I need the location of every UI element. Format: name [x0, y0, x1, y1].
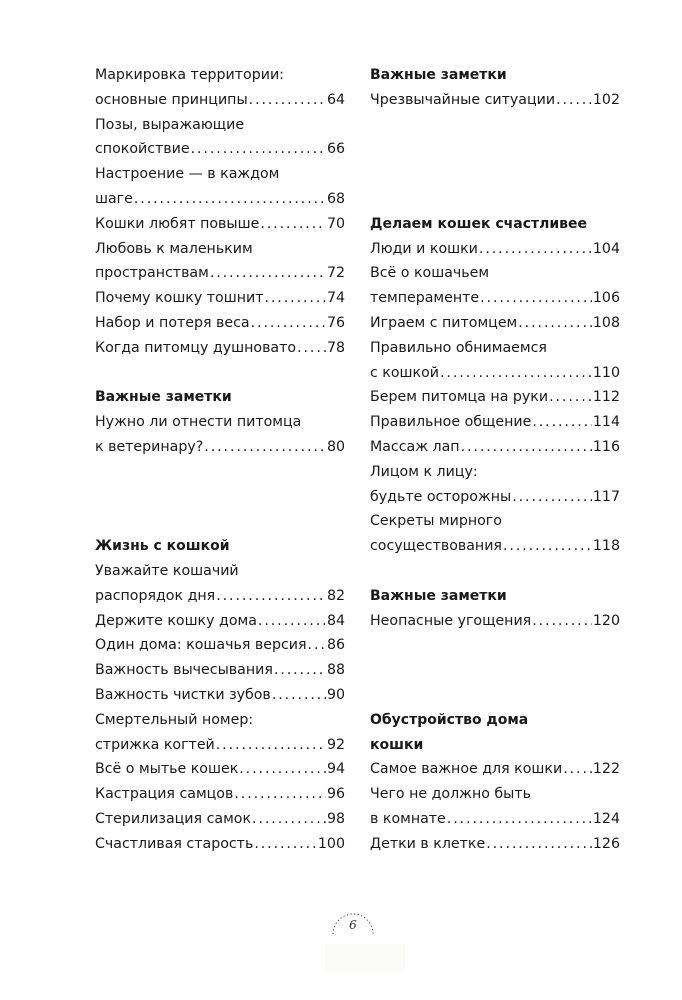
toc-entry-page-number: 90 — [326, 686, 345, 703]
toc-entry-line — [95, 237, 345, 262]
dot-leader — [252, 807, 326, 832]
dot-leader — [440, 361, 592, 386]
toc-entry-page-number: 112 — [592, 389, 620, 406]
section-spacer — [370, 187, 620, 212]
toc-entry-line — [95, 708, 345, 733]
toc-entry-title: будьте осторожны — [370, 488, 512, 505]
toc-entry-title: Почему кошку тошнит — [95, 290, 264, 307]
toc-entry-page-number: 126 — [592, 835, 620, 852]
toc-entry-title: Правильное общение — [370, 414, 532, 431]
toc-entry-title: темпераменте — [370, 290, 480, 307]
section-spacer — [370, 633, 620, 658]
toc-entry — [370, 609, 620, 634]
dot-leader — [549, 385, 592, 410]
toc-entry — [95, 584, 345, 609]
toc-entry-page-number: 66 — [326, 141, 345, 158]
section-heading — [95, 534, 345, 559]
toc-entry — [370, 361, 620, 386]
toc-entry-page-number: 74 — [326, 290, 345, 307]
section-heading-text: Обустройство дома — [370, 711, 529, 728]
page-footer-shade — [325, 944, 405, 972]
toc-entry-page-number: 106 — [592, 290, 620, 307]
dot-leader — [258, 609, 326, 634]
toc-entry — [95, 261, 345, 286]
toc-entry-page-number: 86 — [326, 637, 345, 654]
toc-entry-page-number: 117 — [592, 488, 620, 505]
toc-entry-title: Люди и кошки — [370, 240, 478, 257]
toc-entry — [370, 311, 620, 336]
section-heading — [370, 584, 620, 609]
toc-entry-text: Нужно ли отнести питомца — [95, 414, 302, 431]
dot-leader — [210, 261, 326, 286]
dot-leader — [297, 336, 326, 361]
section-spacer — [370, 683, 620, 708]
toc-entry — [95, 807, 345, 832]
dot-leader — [518, 311, 592, 336]
section-heading — [370, 733, 620, 758]
section-spacer — [95, 460, 345, 485]
toc-entry-text: Чего не должно быть — [370, 786, 531, 803]
toc-entry-page-number: 96 — [326, 786, 345, 803]
toc-entry-title: Неопасные угощения — [370, 612, 532, 629]
toc-entry — [95, 336, 345, 361]
dot-leader — [254, 832, 317, 857]
toc-entry-title: Важность вычесывания — [95, 662, 273, 679]
toc-entry-line — [95, 63, 345, 88]
section-heading-text: Важные заметки — [370, 587, 507, 604]
toc-entry-title: Набор и потеря веса — [95, 314, 250, 331]
toc-entry-title: пространствам — [95, 265, 209, 282]
toc-entry-title: Играем с питомцем — [370, 314, 518, 331]
toc-entry-title: шаге — [95, 190, 133, 207]
toc-entry — [95, 757, 345, 782]
toc-entry-title: Детки в клетке — [370, 835, 486, 852]
page-number: 6 — [349, 918, 357, 932]
toc-entry-page-number: 76 — [326, 314, 345, 331]
section-spacer — [95, 485, 345, 510]
dot-leader — [274, 658, 326, 683]
toc-entry-page-number: 94 — [326, 761, 345, 778]
toc-entry-page-number: 104 — [592, 240, 620, 257]
toc-entry-page-number: 64 — [326, 91, 345, 108]
toc-entry-page-number: 100 — [317, 835, 345, 852]
section-spacer — [370, 162, 620, 187]
toc-entry-line — [370, 460, 620, 485]
toc-entry-text: Всё о кошачьем — [370, 265, 490, 282]
dot-leader — [480, 286, 592, 311]
section-spacer — [95, 509, 345, 534]
toc-entry — [370, 385, 620, 410]
toc-entry-text: Секреты мирного — [370, 513, 502, 530]
toc-entry — [95, 609, 345, 634]
toc-entry-page-number: 120 — [592, 612, 620, 629]
dot-leader — [239, 757, 326, 782]
toc-entry-line — [370, 336, 620, 361]
dot-leader — [216, 584, 326, 609]
dot-leader — [503, 534, 592, 559]
section-heading-text: Жизнь с кошкой — [95, 538, 230, 555]
toc-entry-page-number: 70 — [326, 215, 345, 232]
toc-entry-title: основные принципы — [95, 91, 248, 108]
toc-entry-line — [95, 559, 345, 584]
section-heading — [370, 212, 620, 237]
toc-entry-page-number: 84 — [326, 612, 345, 629]
toc-entry-page-number: 82 — [326, 587, 345, 604]
toc-entry — [370, 410, 620, 435]
dot-leader — [134, 187, 326, 212]
dot-leader — [486, 832, 592, 857]
section-heading — [370, 63, 620, 88]
toc-entry-page-number: 68 — [326, 190, 345, 207]
toc-entry-page-number: 72 — [326, 265, 345, 282]
toc-entry — [370, 88, 620, 113]
toc-entry-page-number: 92 — [326, 736, 345, 753]
toc-entry-page-number: 124 — [592, 810, 620, 827]
section-heading-text: Делаем кошек счастливее — [370, 215, 588, 232]
toc-entry-title: Берем питомца на руки — [370, 389, 549, 406]
toc-entry-line — [95, 410, 345, 435]
section-spacer — [370, 137, 620, 162]
toc-entry-title: Стерилизация самок — [95, 810, 252, 827]
section-spacer — [95, 361, 345, 386]
dot-leader — [461, 435, 592, 460]
toc-entry-title: спокойствие — [95, 141, 190, 158]
section-heading-text: Важные заметки — [95, 389, 232, 406]
dot-leader — [251, 311, 326, 336]
toc-entry-text: Настроение — в каждом — [95, 166, 280, 183]
section-heading — [95, 385, 345, 410]
toc-entry — [95, 286, 345, 311]
toc-entry-page-number: 102 — [592, 91, 620, 108]
section-spacer — [370, 113, 620, 138]
toc-entry-title: сосуществования — [370, 538, 502, 555]
dot-leader — [447, 807, 592, 832]
toc-entry — [370, 757, 620, 782]
toc-entry-line — [370, 782, 620, 807]
dot-leader — [532, 410, 592, 435]
toc-entry-title: стрижка когтей — [95, 736, 215, 753]
toc-left-column — [95, 63, 345, 857]
toc-entry-page-number: 98 — [326, 810, 345, 827]
toc-right-column — [370, 63, 620, 857]
toc-entry — [370, 832, 620, 857]
dot-leader — [249, 88, 326, 113]
toc-entry-text: Любовь к маленьким — [95, 240, 253, 257]
section-heading-text: кошки — [370, 736, 424, 753]
toc-entry-page-number: 114 — [592, 414, 620, 431]
dot-leader — [264, 286, 325, 311]
toc-entry — [95, 683, 345, 708]
dot-leader — [563, 757, 592, 782]
toc-entry — [370, 286, 620, 311]
toc-entry-title: распорядок дня — [95, 587, 216, 604]
dot-leader — [479, 237, 592, 262]
section-heading-text: Важные заметки — [370, 67, 507, 83]
toc-entry-line — [95, 162, 345, 187]
toc-entry — [95, 88, 345, 113]
toc-entry-page-number: 78 — [326, 339, 345, 356]
dot-leader — [234, 782, 326, 807]
dot-leader — [272, 683, 326, 708]
toc-entry-text: Позы, выражающие — [95, 116, 245, 133]
toc-entry-line — [95, 113, 345, 138]
toc-entry-title: Один дома: кошачья версия — [95, 637, 307, 654]
toc-entry — [370, 237, 620, 262]
toc-entry — [95, 187, 345, 212]
toc-entry — [95, 212, 345, 237]
toc-entry-page-number: 108 — [592, 314, 620, 331]
page-number-badge — [329, 908, 377, 936]
dot-leader — [556, 88, 592, 113]
toc-entry-title: в комнате — [370, 810, 446, 827]
toc-entry-page-number: 110 — [592, 364, 620, 381]
toc-entry — [95, 137, 345, 162]
toc-entry-title: Важность чистки зубов — [95, 686, 271, 703]
toc-entry-title: Массаж лап — [370, 438, 460, 455]
section-spacer — [370, 559, 620, 584]
toc-entry-text: Уважайте кошачий — [95, 562, 239, 579]
toc-entry-page-number: 118 — [592, 538, 620, 555]
dot-leader — [216, 733, 326, 758]
section-spacer — [370, 658, 620, 683]
toc-entry-page-number: 116 — [592, 438, 620, 455]
toc-entry-title: к ветеринару? — [95, 438, 204, 455]
toc-entry-title: Кастрация самцов — [95, 786, 234, 803]
toc-entry — [370, 485, 620, 510]
toc-entry — [95, 658, 345, 683]
toc-entry — [95, 733, 345, 758]
toc-entry-title: Всё о мытье кошек — [95, 761, 239, 778]
section-heading — [370, 708, 620, 733]
toc-entry-page-number: 80 — [326, 438, 345, 455]
toc-entry-line — [370, 261, 620, 286]
toc-entry-title: Кошки любят повыше — [95, 215, 260, 232]
toc-entry-line — [370, 509, 620, 534]
toc-entry — [370, 534, 620, 559]
toc-entry — [95, 782, 345, 807]
toc-entry-title: Счастливая старость — [95, 835, 254, 852]
toc-entry-title: Чрезвычайные ситуации — [370, 91, 556, 108]
toc-entry-text: Маркировка территории: — [95, 67, 284, 83]
dot-leader — [512, 485, 592, 510]
toc-entry — [370, 435, 620, 460]
dot-leader — [260, 212, 326, 237]
toc-entry-text: Правильно обнимаемся — [370, 339, 547, 356]
toc-entry — [370, 807, 620, 832]
toc-entry — [95, 435, 345, 460]
dot-leader — [308, 633, 326, 658]
dot-leader — [204, 435, 326, 460]
toc-entry — [95, 311, 345, 336]
dot-leader — [532, 609, 592, 634]
toc-entry-text: Лицом к лицу: — [370, 463, 478, 480]
toc-entry-title: с кошкой — [370, 364, 440, 381]
toc-entry — [95, 633, 345, 658]
toc-entry — [95, 832, 345, 857]
toc-entry-text: Смертельный номер: — [95, 711, 254, 728]
toc-entry-title: Самое важное для кошки — [370, 761, 563, 778]
toc-entry-title: Когда питомцу душновато — [95, 339, 297, 356]
toc-entry-page-number: 122 — [592, 761, 620, 778]
toc-entry-page-number: 88 — [326, 662, 345, 679]
toc-entry-title: Держите кошку дома — [95, 612, 257, 629]
dot-leader — [191, 137, 326, 162]
